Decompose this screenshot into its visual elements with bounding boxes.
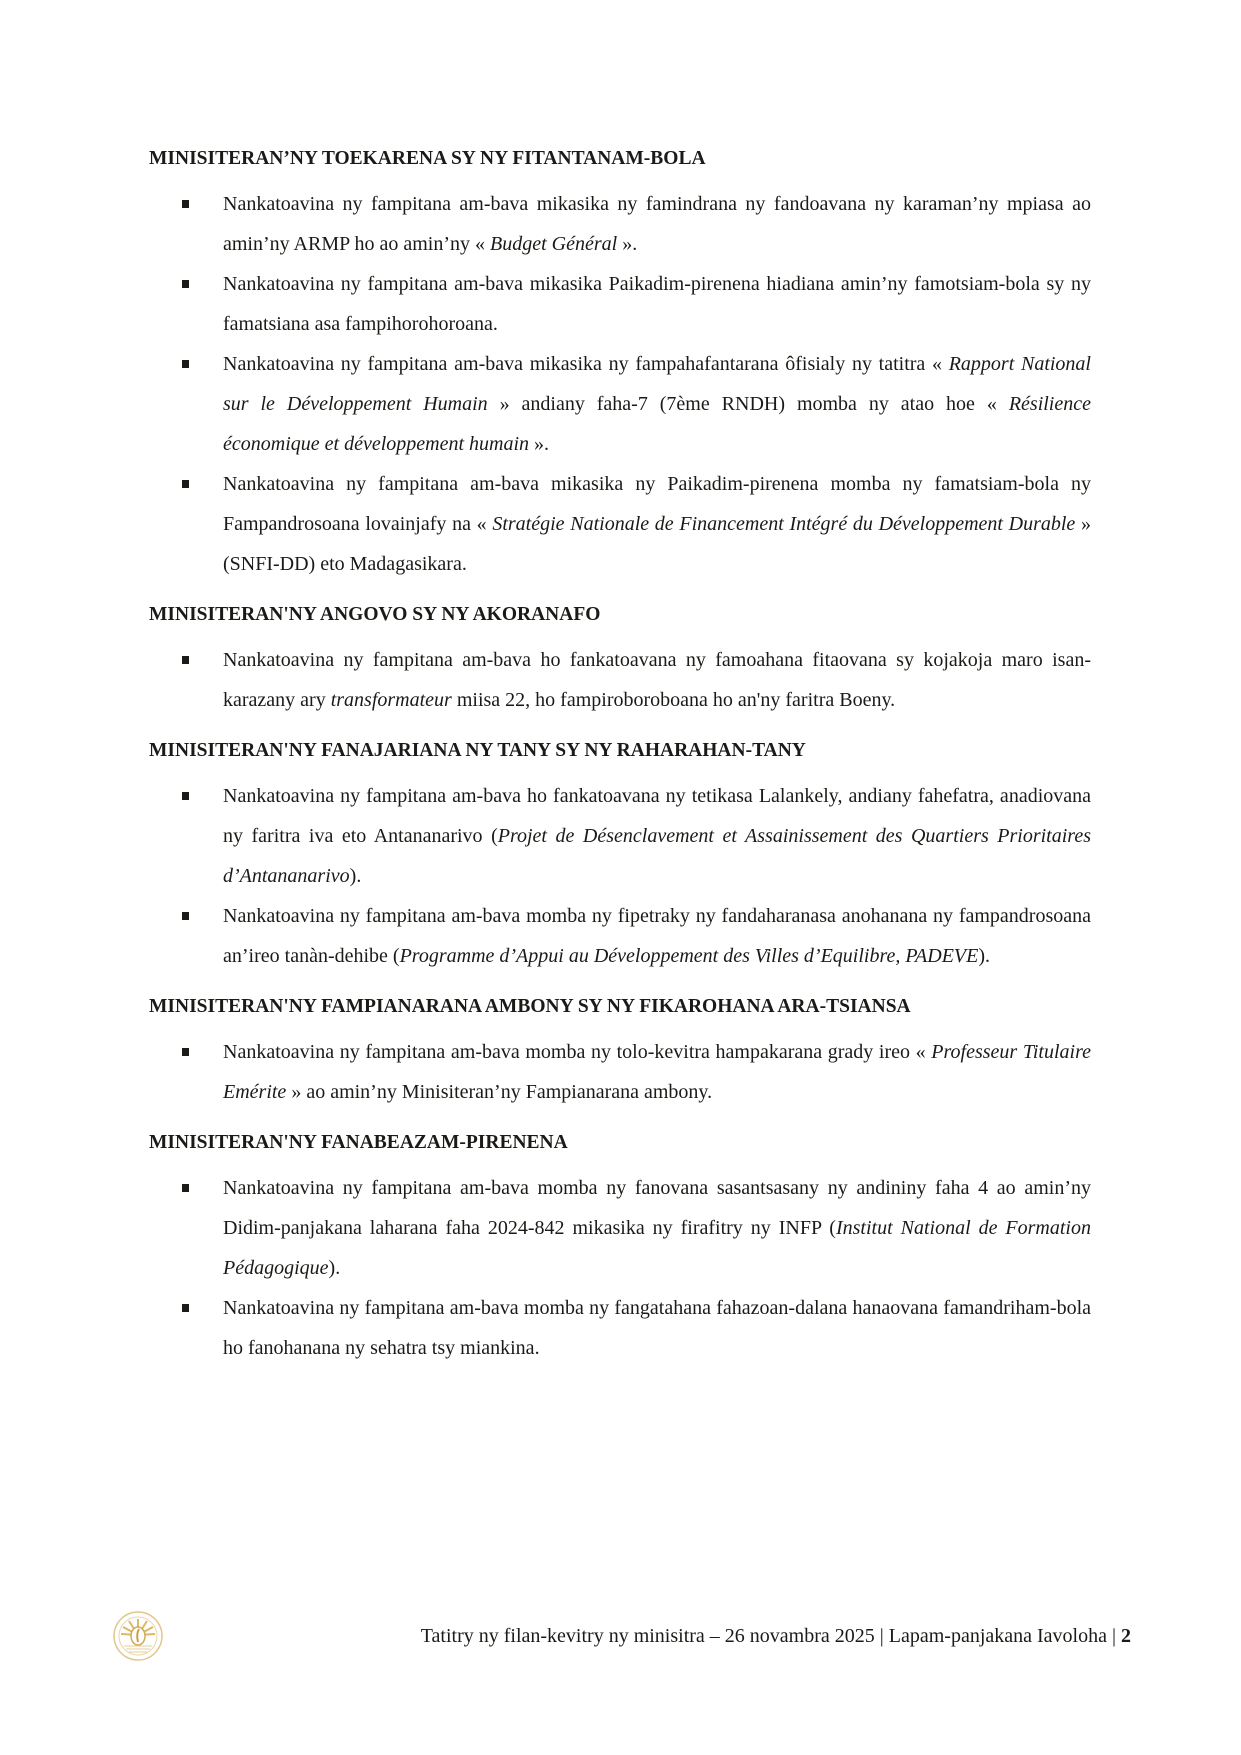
bullet-list — [149, 640, 1091, 720]
section — [149, 738, 1091, 976]
section-heading: MINISITERAN'NY FANABEAZAM-PIRENENA — [149, 1132, 568, 1153]
text-run: Nankatoavina ny fampitana am-bava ho fankatoavana ny famoahana fitaovana sy kojakoja maro isan-karazany ary — [223, 649, 1091, 711]
footer-text — [421, 1623, 1131, 1649]
square-bullet-icon — [182, 792, 189, 800]
square-bullet-icon — [182, 200, 189, 208]
italic-text: Stratégie Nationale de Financement Intégré du Développement Durable — [492, 513, 1076, 535]
text-run: Nankatoavina ny fampitana am-bava momba ny fipetraky ny fandaharanasa anohanana ny fampandrosoana an’ireo tanàn-dehibe ( — [223, 905, 1091, 967]
italic-text: transformateur — [330, 689, 452, 711]
section-heading: MINISITERAN'NY FAMPIANARANA AMBONY SY NY FIKAROHANA ARA-TSIANSA — [149, 996, 911, 1017]
text-run: Nankatoavina ny fampitana am-bava mikasika Paikadim-pirenena hiadiana amin’ny famotsiam-bola sy ny famatsiana asa fampihorohoroana. — [223, 273, 1091, 335]
list-item — [149, 184, 1091, 264]
text-run: Nankatoavina ny fampitana am-bava ho fankatoavana ny tetikasa Lalankely, andiany fahefatra, anadiovana ny faritra iva eto Antananarivo ( — [223, 785, 1091, 847]
section — [149, 602, 1091, 720]
italic-text: Résilience économique et développement humain — [223, 393, 1091, 455]
bullet-list — [149, 1032, 1091, 1112]
square-bullet-icon — [182, 656, 189, 664]
text-run: » andiany faha-7 (7ème RNDH) momba ny atao hoe « — [487, 393, 1009, 415]
text-run: » (SNFI-DD) eto Madagasikara. — [223, 513, 1091, 575]
list-item — [149, 264, 1091, 344]
text-run: miisa 22, ho fampiroboroboana ho an'ny faritra Boeny. — [451, 689, 896, 711]
text-run: ». — [529, 433, 550, 455]
page-footer — [0, 1608, 1241, 1668]
text-run: ). — [978, 945, 991, 967]
list-item — [149, 1032, 1091, 1112]
italic-text: Rapport National sur le Développement Humain — [223, 353, 1091, 415]
section-heading: MINISITERAN'NY ANGOVO SY NY AKORANAFO — [149, 604, 601, 625]
square-bullet-icon — [182, 1304, 189, 1312]
list-item — [149, 776, 1091, 896]
square-bullet-icon — [182, 280, 189, 288]
list-item — [149, 344, 1091, 464]
text-run: Nankatoavina ny fampitana am-bava mikasika ny fampahafantarana ôfisialy ny tatitra « — [223, 353, 949, 375]
list-item — [149, 1168, 1091, 1288]
list-item — [149, 896, 1091, 976]
square-bullet-icon — [182, 360, 189, 368]
section-heading: MINISITERAN’NY TOEKARENA SY NY FITANTANAM-BOLA — [149, 148, 706, 169]
bullet-list — [149, 184, 1091, 584]
text-run: Nankatoavina ny fampitana am-bava momba ny fanovana sasantsasany ny andininy faha 4 ao amin’ny Didim-panjakana laharana faha 2024-842 mikasika ny firafitry ny INFP ( — [223, 1177, 1091, 1239]
text-run: ». — [617, 233, 638, 255]
republic-seal-icon — [112, 1610, 164, 1662]
italic-text: Budget Général — [490, 233, 618, 255]
list-item — [149, 1288, 1091, 1368]
section-heading: MINISITERAN'NY FANAJARIANA NY TANY SY NY RAHARAHAN-TANY — [149, 740, 806, 761]
square-bullet-icon — [182, 480, 189, 488]
document-body — [149, 146, 1091, 1368]
text-run: » ao amin’ny Minisiteran’ny Fampianarana ambony. — [286, 1081, 713, 1103]
text-run: ). — [349, 865, 362, 887]
text-run: Nankatoavina ny fampitana am-bava mikasika ny famindrana ny fandoavana ny karaman’ny mpiasa ao amin’ny ARMP ho ao amin’ny « — [223, 193, 1091, 255]
text-run: Nankatoavina ny fampitana am-bava momba ny tolo-kevitra hampakarana grady ireo « — [223, 1041, 932, 1063]
list-item — [149, 640, 1091, 720]
text-run: Nankatoavina ny fampitana am-bava momba ny fangatahana fahazoan-dalana hanaovana famandriham-bola ho fanohanana ny sehatra tsy miankina. — [223, 1297, 1091, 1359]
square-bullet-icon — [182, 1048, 189, 1056]
square-bullet-icon — [182, 912, 189, 920]
italic-text: Projet de Désenclavement et Assainissement des Quartiers Prioritaires d’Antananarivo — [223, 825, 1091, 887]
italic-text: Institut National de Formation Pédagogique — [223, 1217, 1091, 1279]
page-number: 2 — [1121, 1625, 1131, 1647]
text-run: ). — [328, 1257, 341, 1279]
list-item — [149, 464, 1091, 584]
text-run: Nankatoavina ny fampitana am-bava mikasika ny Paikadim-pirenena momba ny famatsiam-bola ny Fampandrosoana lovainjafy na « — [223, 473, 1091, 535]
bullet-list — [149, 1168, 1091, 1368]
square-bullet-icon — [182, 1184, 189, 1192]
bullet-list — [149, 776, 1091, 976]
footer-caption: Tatitry ny filan-kevitry ny minisitra – 26 novambra 2025 | Lapam-panjakana Iavoloha | — [420, 1625, 1121, 1647]
section — [149, 994, 1091, 1112]
italic-text: Programme d’Appui au Développement des Villes d’Equilibre, PADEVE — [399, 945, 979, 967]
section — [149, 146, 1091, 584]
italic-text: Professeur Titulaire Emérite — [223, 1041, 1091, 1103]
section — [149, 1130, 1091, 1368]
